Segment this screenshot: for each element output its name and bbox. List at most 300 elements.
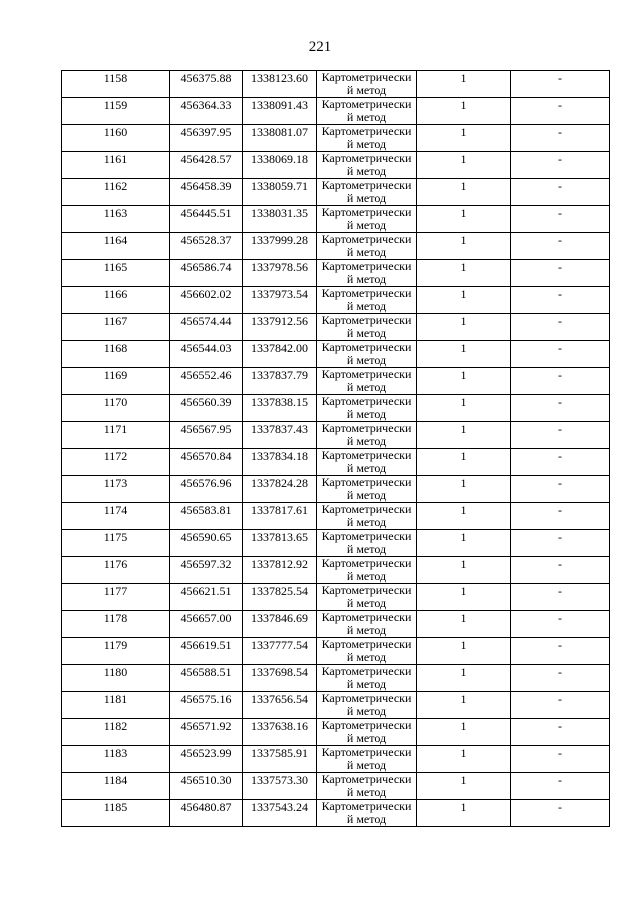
y-coordinate-text: 1337698.54 [251, 665, 308, 679]
accuracy-text: 1 [460, 773, 467, 787]
method-text: Картометрически й метод [321, 448, 412, 475]
y-coordinate-cell [243, 179, 317, 206]
x-coordinate-text: 456657.00 [180, 611, 232, 625]
coordinates-table [61, 70, 610, 827]
accuracy-cell [417, 368, 511, 395]
y-coordinate-cell [243, 530, 317, 557]
y-coordinate-cell [243, 719, 317, 746]
method-cell [317, 530, 417, 557]
accuracy-text: 1 [460, 71, 467, 85]
method-cell [317, 368, 417, 395]
point-number-text: 1160 [103, 125, 128, 139]
point-number-cell [62, 665, 170, 692]
point-number-text: 1169 [103, 368, 128, 382]
x-coordinate-text: 456602.02 [180, 287, 232, 301]
point-number-text: 1162 [103, 179, 128, 193]
y-coordinate-text: 1337825.54 [251, 584, 308, 598]
x-coordinate-cell [170, 746, 243, 773]
method-cell [317, 557, 417, 584]
y-coordinate-text: 1337978.56 [251, 260, 308, 274]
table-row [62, 584, 610, 611]
description-cell [511, 638, 610, 665]
description-cell [511, 125, 610, 152]
y-coordinate-cell [243, 395, 317, 422]
method-text: Картометрически й метод [321, 745, 412, 772]
accuracy-text: 1 [460, 584, 467, 598]
x-coordinate-text: 456575.16 [180, 692, 232, 706]
x-coordinate-text: 456523.99 [180, 746, 232, 760]
description-text: - [558, 503, 562, 517]
accuracy-cell [417, 719, 511, 746]
description-text: - [558, 287, 562, 301]
point-number-cell [62, 314, 170, 341]
point-number-cell [62, 395, 170, 422]
point-number-cell [62, 638, 170, 665]
method-text: Картометрически й метод [321, 772, 412, 799]
method-text: Картометрически й метод [321, 178, 412, 205]
description-text: - [558, 800, 562, 814]
method-text: Картометрически й метод [321, 97, 412, 124]
description-text: - [558, 692, 562, 706]
method-text: Картометрически й метод [321, 313, 412, 340]
y-coordinate-text: 1337837.43 [251, 422, 308, 436]
point-number-cell [62, 773, 170, 800]
x-coordinate-cell [170, 71, 243, 98]
y-coordinate-text: 1337656.54 [251, 692, 308, 706]
y-coordinate-cell [243, 422, 317, 449]
y-coordinate-cell [243, 206, 317, 233]
x-coordinate-cell [170, 638, 243, 665]
accuracy-text: 1 [460, 368, 467, 382]
method-text: Картометрически й метод [321, 583, 412, 610]
point-number-text: 1171 [103, 422, 128, 436]
accuracy-text: 1 [460, 719, 467, 733]
point-number-text: 1177 [103, 584, 128, 598]
table-row [62, 611, 610, 638]
y-coordinate-cell [243, 503, 317, 530]
x-coordinate-text: 456510.30 [180, 773, 232, 787]
accuracy-cell [417, 422, 511, 449]
description-cell [511, 773, 610, 800]
x-coordinate-cell [170, 449, 243, 476]
y-coordinate-cell [243, 314, 317, 341]
accuracy-text: 1 [460, 152, 467, 166]
point-number-text: 1166 [103, 287, 128, 301]
accuracy-text: 1 [460, 125, 467, 139]
method-text: Картометрически й метод [321, 259, 412, 286]
accuracy-cell [417, 773, 511, 800]
accuracy-text: 1 [460, 530, 467, 544]
description-text: - [558, 179, 562, 193]
x-coordinate-cell [170, 584, 243, 611]
point-number-text: 1178 [103, 611, 128, 625]
description-text: - [558, 341, 562, 355]
accuracy-cell [417, 557, 511, 584]
point-number-text: 1180 [103, 665, 128, 679]
description-text: - [558, 395, 562, 409]
point-number-text: 1176 [103, 557, 128, 571]
point-number-text: 1159 [103, 98, 128, 112]
point-number-text: 1167 [103, 314, 128, 328]
x-coordinate-text: 456397.95 [180, 125, 232, 139]
x-coordinate-cell [170, 152, 243, 179]
method-cell [317, 206, 417, 233]
description-text: - [558, 368, 562, 382]
x-coordinate-text: 456597.32 [180, 557, 232, 571]
y-coordinate-cell [243, 611, 317, 638]
x-coordinate-text: 456375.88 [180, 71, 232, 85]
table-row [62, 179, 610, 206]
point-number-text: 1179 [103, 638, 128, 652]
x-coordinate-text: 456588.51 [180, 665, 232, 679]
method-text: Картометрически й метод [321, 232, 412, 259]
description-text: - [558, 71, 562, 85]
method-cell [317, 584, 417, 611]
accuracy-cell [417, 260, 511, 287]
x-coordinate-text: 456560.39 [180, 395, 232, 409]
y-coordinate-text: 1337543.24 [251, 800, 308, 814]
point-number-cell [62, 557, 170, 584]
x-coordinate-cell [170, 233, 243, 260]
table-row [62, 395, 610, 422]
description-cell [511, 98, 610, 125]
x-coordinate-text: 456528.37 [180, 233, 232, 247]
accuracy-text: 1 [460, 449, 467, 463]
method-cell [317, 773, 417, 800]
method-text: Картометрически й метод [321, 205, 412, 232]
table-row [62, 422, 610, 449]
description-cell [511, 746, 610, 773]
method-cell [317, 476, 417, 503]
table-row [62, 530, 610, 557]
accuracy-text: 1 [460, 638, 467, 652]
accuracy-cell [417, 449, 511, 476]
description-text: - [558, 584, 562, 598]
y-coordinate-cell [243, 152, 317, 179]
coordinates-table-body [62, 71, 610, 827]
x-coordinate-text: 456445.51 [180, 206, 232, 220]
accuracy-text: 1 [460, 341, 467, 355]
point-number-cell [62, 692, 170, 719]
description-cell [511, 665, 610, 692]
method-cell [317, 341, 417, 368]
y-coordinate-text: 1338091.43 [251, 98, 308, 112]
x-coordinate-text: 456621.51 [180, 584, 232, 598]
point-number-cell [62, 746, 170, 773]
x-coordinate-cell [170, 395, 243, 422]
description-text: - [558, 530, 562, 544]
point-number-cell [62, 98, 170, 125]
accuracy-cell [417, 692, 511, 719]
description-cell [511, 179, 610, 206]
point-number-text: 1170 [103, 395, 128, 409]
method-cell [317, 179, 417, 206]
y-coordinate-text: 1338069.18 [251, 152, 308, 166]
method-text: Картометрически й метод [321, 664, 412, 691]
description-text: - [558, 638, 562, 652]
description-cell [511, 422, 610, 449]
method-cell [317, 692, 417, 719]
table-row [62, 260, 610, 287]
accuracy-text: 1 [460, 206, 467, 220]
method-text: Картометрически й метод [321, 502, 412, 529]
description-cell [511, 449, 610, 476]
x-coordinate-cell [170, 125, 243, 152]
accuracy-cell [417, 638, 511, 665]
accuracy-cell [417, 233, 511, 260]
x-coordinate-text: 456571.92 [180, 719, 232, 733]
description-cell [511, 152, 610, 179]
x-coordinate-cell [170, 665, 243, 692]
point-number-text: 1181 [103, 692, 128, 706]
table-row [62, 692, 610, 719]
point-number-cell [62, 719, 170, 746]
x-coordinate-cell [170, 773, 243, 800]
method-text: Картометрически й метод [321, 610, 412, 637]
point-number-cell [62, 611, 170, 638]
y-coordinate-text: 1337813.65 [251, 530, 308, 544]
point-number-cell [62, 152, 170, 179]
table-row [62, 368, 610, 395]
description-text: - [558, 125, 562, 139]
table-row [62, 719, 610, 746]
point-number-text: 1184 [103, 773, 128, 787]
x-coordinate-cell [170, 611, 243, 638]
y-coordinate-cell [243, 476, 317, 503]
y-coordinate-cell [243, 341, 317, 368]
x-coordinate-text: 456567.95 [180, 422, 232, 436]
accuracy-cell [417, 800, 511, 827]
point-number-cell [62, 233, 170, 260]
method-text: Картометрически й метод [321, 529, 412, 556]
point-number-cell [62, 206, 170, 233]
description-text: - [558, 233, 562, 247]
description-text: - [558, 773, 562, 787]
method-text: Картометрически й метод [321, 70, 412, 97]
point-number-text: 1182 [103, 719, 128, 733]
x-coordinate-cell [170, 557, 243, 584]
description-text: - [558, 152, 562, 166]
point-number-cell [62, 341, 170, 368]
table-row [62, 71, 610, 98]
description-cell [511, 584, 610, 611]
table-row [62, 800, 610, 827]
x-coordinate-cell [170, 503, 243, 530]
method-text: Картометрически й метод [321, 421, 412, 448]
description-text: - [558, 98, 562, 112]
description-cell [511, 530, 610, 557]
table-row [62, 476, 610, 503]
accuracy-cell [417, 206, 511, 233]
y-coordinate-text: 1337912.56 [251, 314, 308, 328]
accuracy-cell [417, 287, 511, 314]
description-text: - [558, 314, 562, 328]
description-cell [511, 611, 610, 638]
table-row [62, 341, 610, 368]
table-row [62, 314, 610, 341]
y-coordinate-text: 1337837.79 [251, 368, 308, 382]
accuracy-text: 1 [460, 260, 467, 274]
y-coordinate-cell [243, 260, 317, 287]
description-cell [511, 503, 610, 530]
description-text: - [558, 719, 562, 733]
y-coordinate-text: 1337812.92 [251, 557, 308, 571]
description-cell [511, 476, 610, 503]
description-text: - [558, 476, 562, 490]
table-row [62, 746, 610, 773]
y-coordinate-text: 1337585.91 [251, 746, 308, 760]
method-cell [317, 719, 417, 746]
method-text: Картометрически й метод [321, 340, 412, 367]
accuracy-text: 1 [460, 179, 467, 193]
y-coordinate-cell [243, 71, 317, 98]
accuracy-cell [417, 341, 511, 368]
y-coordinate-text: 1337824.28 [251, 476, 308, 490]
accuracy-cell [417, 584, 511, 611]
x-coordinate-text: 456428.57 [180, 152, 232, 166]
accuracy-cell [417, 476, 511, 503]
y-coordinate-text: 1338123.60 [251, 71, 308, 85]
table-row [62, 665, 610, 692]
x-coordinate-text: 456458.39 [180, 179, 232, 193]
accuracy-text: 1 [460, 287, 467, 301]
x-coordinate-cell [170, 368, 243, 395]
accuracy-cell [417, 611, 511, 638]
x-coordinate-cell [170, 98, 243, 125]
description-cell [511, 800, 610, 827]
accuracy-text: 1 [460, 611, 467, 625]
accuracy-text: 1 [460, 98, 467, 112]
point-number-text: 1183 [103, 746, 128, 760]
x-coordinate-text: 456544.03 [180, 341, 232, 355]
table-row [62, 449, 610, 476]
y-coordinate-text: 1337999.28 [251, 233, 308, 247]
y-coordinate-text: 1337777.54 [251, 638, 308, 652]
accuracy-cell [417, 395, 511, 422]
accuracy-text: 1 [460, 314, 467, 328]
point-number-cell [62, 476, 170, 503]
y-coordinate-cell [243, 125, 317, 152]
page-number: 221 [308, 39, 332, 55]
point-number-cell [62, 422, 170, 449]
accuracy-cell [417, 152, 511, 179]
point-number-cell [62, 584, 170, 611]
y-coordinate-text: 1337573.30 [251, 773, 308, 787]
x-coordinate-cell [170, 530, 243, 557]
description-text: - [558, 746, 562, 760]
method-cell [317, 665, 417, 692]
x-coordinate-cell [170, 692, 243, 719]
accuracy-cell [417, 530, 511, 557]
method-cell [317, 422, 417, 449]
point-number-text: 1168 [103, 341, 128, 355]
accuracy-cell [417, 125, 511, 152]
x-coordinate-text: 456583.81 [180, 503, 232, 517]
table-row [62, 638, 610, 665]
y-coordinate-text: 1337842.00 [251, 341, 308, 355]
y-coordinate-text: 1337846.69 [251, 611, 308, 625]
y-coordinate-cell [243, 692, 317, 719]
description-cell [511, 719, 610, 746]
x-coordinate-cell [170, 206, 243, 233]
x-coordinate-text: 456574.44 [180, 314, 232, 328]
description-cell [511, 206, 610, 233]
description-cell [511, 260, 610, 287]
table-row [62, 152, 610, 179]
point-number-text: 1175 [103, 530, 128, 544]
x-coordinate-text: 456576.96 [180, 476, 232, 490]
point-number-text: 1185 [103, 800, 128, 814]
method-cell [317, 152, 417, 179]
table-row [62, 287, 610, 314]
x-coordinate-cell [170, 314, 243, 341]
description-cell [511, 314, 610, 341]
y-coordinate-cell [243, 98, 317, 125]
description-cell [511, 368, 610, 395]
accuracy-cell [417, 71, 511, 98]
table-row [62, 503, 610, 530]
point-number-cell [62, 530, 170, 557]
method-cell [317, 449, 417, 476]
method-cell [317, 503, 417, 530]
x-coordinate-cell [170, 179, 243, 206]
method-text: Картометрически й метод [321, 637, 412, 664]
y-coordinate-cell [243, 449, 317, 476]
point-number-text: 1173 [103, 476, 128, 490]
point-number-cell [62, 449, 170, 476]
y-coordinate-text: 1338031.35 [251, 206, 308, 220]
point-number-cell [62, 368, 170, 395]
method-cell [317, 638, 417, 665]
x-coordinate-text: 456590.65 [180, 530, 232, 544]
x-coordinate-cell [170, 800, 243, 827]
point-number-text: 1163 [103, 206, 128, 220]
y-coordinate-cell [243, 746, 317, 773]
table-row [62, 125, 610, 152]
y-coordinate-cell [243, 638, 317, 665]
x-coordinate-text: 456570.84 [180, 449, 232, 463]
accuracy-text: 1 [460, 476, 467, 490]
point-number-cell [62, 179, 170, 206]
y-coordinate-cell [243, 368, 317, 395]
x-coordinate-text: 456619.51 [180, 638, 232, 652]
accuracy-text: 1 [460, 395, 467, 409]
description-text: - [558, 422, 562, 436]
x-coordinate-cell [170, 476, 243, 503]
description-text: - [558, 665, 562, 679]
description-cell [511, 71, 610, 98]
x-coordinate-text: 456480.87 [180, 800, 232, 814]
accuracy-text: 1 [460, 800, 467, 814]
accuracy-text: 1 [460, 557, 467, 571]
x-coordinate-cell [170, 341, 243, 368]
y-coordinate-text: 1337838.15 [251, 395, 308, 409]
y-coordinate-cell [243, 773, 317, 800]
method-cell [317, 314, 417, 341]
accuracy-cell [417, 314, 511, 341]
method-cell [317, 260, 417, 287]
method-text: Картометрически й метод [321, 475, 412, 502]
y-coordinate-text: 1337834.18 [251, 449, 308, 463]
description-cell [511, 557, 610, 584]
point-number-cell [62, 503, 170, 530]
method-cell [317, 800, 417, 827]
method-cell [317, 71, 417, 98]
table-row [62, 557, 610, 584]
y-coordinate-cell [243, 800, 317, 827]
y-coordinate-text: 1338081.07 [251, 125, 308, 139]
description-text: - [558, 449, 562, 463]
